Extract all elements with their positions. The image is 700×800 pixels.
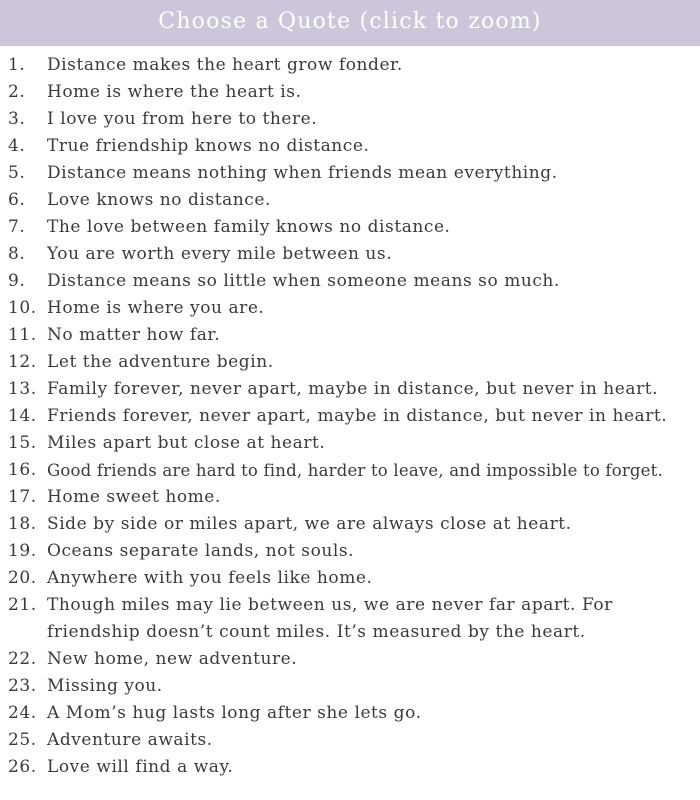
quote-item[interactable]: [0, 322, 700, 349]
quote-text: [47, 565, 700, 592]
quote-text-line: Home is where you are.: [47, 298, 265, 318]
quote-text: [47, 673, 700, 700]
quote-text-line: Distance means nothing when friends mean everything.: [47, 163, 558, 183]
quote-text: [47, 430, 700, 457]
quote-item[interactable]: [0, 727, 700, 754]
quote-text-line: Distance makes the heart grow fonder.: [47, 55, 403, 75]
quote-item[interactable]: [0, 187, 700, 214]
quote-text-line: I love you from here to there.: [47, 109, 318, 129]
quote-text: [47, 457, 700, 484]
quote-text: [47, 376, 700, 403]
quote-text: [47, 52, 700, 79]
quote-number: 15.: [8, 433, 37, 453]
quote-text: [47, 403, 700, 430]
quote-text-line: Oceans separate lands, not souls.: [47, 541, 355, 561]
quote-item[interactable]: [0, 295, 700, 322]
quote-number: 2.: [8, 82, 26, 102]
quote-text: [47, 322, 700, 349]
quote-text: [47, 241, 700, 268]
quote-item[interactable]: [0, 52, 700, 79]
quote-text-line: Home sweet home.: [47, 487, 221, 507]
quote-item[interactable]: [0, 673, 700, 700]
quote-text: [47, 160, 700, 187]
quote-item[interactable]: [0, 511, 700, 538]
quote-text-line: A Mom’s hug lasts long after she lets go.: [47, 703, 422, 723]
quote-number: 12.: [8, 352, 37, 372]
quote-number: 25.: [8, 730, 37, 750]
quote-text-line: No matter how far.: [47, 325, 221, 345]
quote-text-line: Friends forever, never apart, maybe in distance, but never in heart.: [47, 406, 668, 426]
quote-item[interactable]: [0, 592, 700, 646]
quote-text: [47, 727, 700, 754]
quote-text-line: Side by side or miles apart, we are always close at heart.: [47, 514, 572, 534]
quote-item[interactable]: [0, 430, 700, 457]
quote-text-line: You are worth every mile between us.: [47, 244, 393, 264]
quote-number: 10.: [8, 298, 37, 318]
quote-number: 19.: [8, 541, 37, 561]
quote-text-line: Miles apart but close at heart.: [47, 433, 326, 453]
quote-text-line: Though miles may lie between us, we are never far apart. For: [47, 595, 613, 615]
quote-item[interactable]: [0, 484, 700, 511]
quote-number: 20.: [8, 568, 37, 588]
quote-text-line: The love between family knows no distance.: [47, 217, 451, 237]
quote-text-line: New home, new adventure.: [47, 649, 298, 669]
quote-item[interactable]: [0, 79, 700, 106]
quote-number: 26.: [8, 757, 37, 777]
quote-text: [47, 511, 700, 538]
quote-number: 18.: [8, 514, 37, 534]
quote-item[interactable]: [0, 538, 700, 565]
quote-number: 16.: [8, 460, 37, 480]
quote-text-line: Love knows no distance.: [47, 190, 271, 210]
quote-number: 14.: [8, 406, 37, 426]
quote-item[interactable]: [0, 214, 700, 241]
quote-text: [47, 79, 700, 106]
quote-text: [47, 295, 700, 322]
quote-item[interactable]: [0, 268, 700, 295]
quote-text-line: Distance means so little when someone means so much.: [47, 271, 560, 291]
quote-number: 5.: [8, 163, 26, 183]
quote-number: 21.: [8, 595, 37, 615]
quote-number: 23.: [8, 676, 37, 696]
quote-number: 7.: [8, 217, 26, 237]
quote-text: [47, 700, 700, 727]
quote-item[interactable]: [0, 106, 700, 133]
quote-item[interactable]: [0, 565, 700, 592]
quote-number: 11.: [8, 325, 37, 345]
quote-number: 8.: [8, 244, 26, 264]
quote-item[interactable]: [0, 376, 700, 403]
quote-list: [0, 46, 700, 781]
quote-number: 17.: [8, 487, 37, 507]
quote-text: [47, 133, 700, 160]
quote-number: 4.: [8, 136, 26, 156]
quote-text-line: True friendship knows no distance.: [47, 136, 370, 156]
quote-text: [47, 349, 700, 376]
quote-text-line: Adventure awaits.: [47, 730, 213, 750]
quote-text-line: Family forever, never apart, maybe in distance, but never in heart.: [47, 379, 659, 399]
quote-item[interactable]: [0, 241, 700, 268]
quote-text-line: Home is where the heart is.: [47, 82, 302, 102]
quote-item[interactable]: [0, 133, 700, 160]
quote-text: [47, 592, 700, 646]
quote-number: 1.: [8, 55, 26, 75]
quote-text: [47, 268, 700, 295]
quote-number: 6.: [8, 190, 26, 210]
quote-number: 9.: [8, 271, 26, 291]
quote-text: [47, 538, 700, 565]
quote-number: 22.: [8, 649, 37, 669]
quote-text-line: Good friends are hard to find, harder to leave, and impossible to forget.: [47, 461, 663, 480]
quote-text: [47, 646, 700, 673]
quote-item[interactable]: [0, 403, 700, 430]
quote-number: 3.: [8, 109, 26, 129]
quote-text: [47, 214, 700, 241]
quote-item[interactable]: [0, 457, 700, 484]
quote-number: 13.: [8, 379, 37, 399]
quote-chooser-title: Choose a Quote (click to zoom): [158, 9, 542, 34]
quote-text: [47, 754, 700, 781]
quote-item[interactable]: [0, 754, 700, 781]
quote-chooser-header[interactable]: [0, 0, 700, 46]
quote-text-line: Missing you.: [47, 676, 163, 696]
quote-item[interactable]: [0, 700, 700, 727]
quote-text: [47, 484, 700, 511]
quote-text-line: Anywhere with you feels like home.: [47, 568, 373, 588]
quote-item[interactable]: [0, 349, 700, 376]
quote-item[interactable]: [0, 646, 700, 673]
quote-text-line: Love will find a way.: [47, 757, 234, 777]
quote-text: [47, 106, 700, 133]
quote-text-line: friendship doesn’t count miles. It’s measured by the heart.: [47, 622, 586, 642]
quote-item[interactable]: [0, 160, 700, 187]
quote-text-line: Let the adventure begin.: [47, 352, 274, 372]
quote-text: [47, 187, 700, 214]
quote-number: 24.: [8, 703, 37, 723]
